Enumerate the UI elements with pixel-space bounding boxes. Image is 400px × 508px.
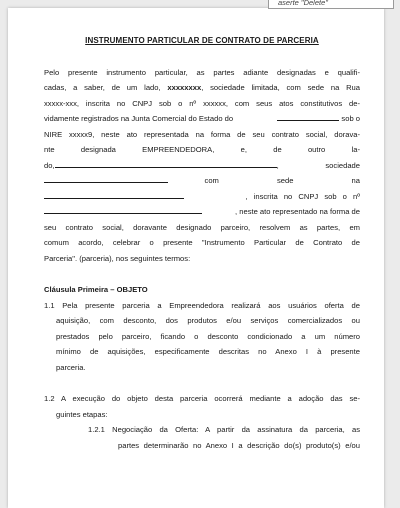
blank-field-partner-name[interactable] xyxy=(55,158,277,168)
preamble-paragraph xyxy=(44,65,360,267)
text-line: aquisição, com desconto, dos produtos e/ou serviços comercializados ou xyxy=(56,316,360,325)
text-line: Parceria". (parceria), nos seguintes termos: xyxy=(44,253,191,263)
blank-field-partner-address[interactable] xyxy=(44,189,184,199)
text-line: com sede na xyxy=(44,173,360,189)
text-line: do, , sociedade xyxy=(44,158,360,174)
text-line: 1.2.1 Negociação da Oferta: A partir da assinatura da parceria, as xyxy=(88,425,360,434)
text-line: seu contrato social, doravante designado parceiro, resolvem as partes, em xyxy=(44,222,360,232)
text-line: mínimo de aquisições, especificamente descritas no Anexo I à presente xyxy=(56,347,360,356)
document-title: INSTRUMENTO PARTICULAR DE CONTRATO DE PARCERIA xyxy=(85,36,319,45)
clause-item-1-2 xyxy=(44,391,360,422)
text-line: NIRE xxxxx9, neste ato representada na forma de seu contrato social, dorava- xyxy=(44,129,360,139)
clause-heading: Cláusula Primeira – OBJETO xyxy=(44,285,148,294)
text-line: nte designada EMPREENDEDORA, e, de outro la- xyxy=(44,145,360,154)
text-line: xxxxx-xxx, inscrita no CNPJ sob o nº xxxxxx, com seus atos constitutivos de- xyxy=(44,98,360,108)
text-line: , inscrita no CNPJ sob o nº xyxy=(44,189,360,205)
blank-field-partner-type[interactable] xyxy=(44,173,168,183)
text-line: vidamente registrados na Junta Comercial do Estado do sob o xyxy=(44,111,360,127)
text-line: 1.1 Pela presente parceria a Empreendedora realizará aos usuários oferta de xyxy=(44,300,360,310)
text-line: cadas, a saber, de um lado, xxxxxxxx, sociedade limitada, com sede na Rua xyxy=(44,83,361,92)
blank-field-state[interactable] xyxy=(277,111,339,121)
text-line: guintes etapas: xyxy=(56,409,108,419)
document-body xyxy=(44,33,360,453)
text-line: Pelo presente instrumento particular, as partes adiante designadas e qualifi- xyxy=(44,67,360,77)
text-line: prestados pelo parceiro, ficando o desconto condicionado a um número xyxy=(56,331,360,341)
document-page xyxy=(8,8,384,508)
text-line: partes determinarão no Anexo I a descrição do(s) produto(s) e/ou xyxy=(118,440,360,450)
comment-hint: aserte "Delete" xyxy=(268,0,394,9)
company-name-placeholder: xxxxxxxx xyxy=(167,83,202,92)
text-line: , neste ato representado na forma de xyxy=(44,204,360,220)
clause-item-1-2-1 xyxy=(44,422,360,453)
text-line: comum acordo, celebrar o presente "Instrumento Particular de Contrato de xyxy=(44,238,360,247)
text-line: parceria. xyxy=(56,362,86,372)
text-line: 1.2 A execução do objeto desta parceria ocorrerá mediante a adoção das se- xyxy=(44,394,360,403)
clause-item-1-1 xyxy=(44,298,360,376)
blank-field-partner-cnpj[interactable] xyxy=(44,204,202,214)
